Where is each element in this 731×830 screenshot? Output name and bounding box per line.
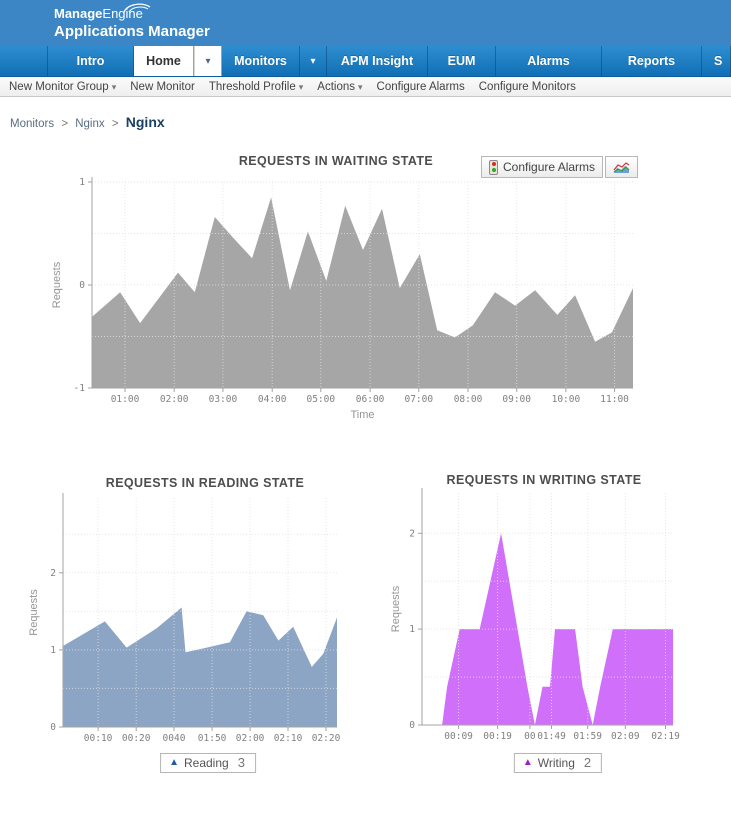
chevron-down-icon: ▾ xyxy=(298,81,304,92)
svg-text:1: 1 xyxy=(50,644,56,656)
toolbar-label: New Monitor xyxy=(130,80,195,93)
reading-legend[interactable] xyxy=(160,753,256,773)
toolbar-label: Configure Alarms xyxy=(376,80,465,93)
breadcrumb-link-monitors[interactable]: Monitors xyxy=(10,118,55,130)
svg-text:00:19: 00:19 xyxy=(483,731,512,742)
svg-text:02:00: 02:00 xyxy=(159,394,189,405)
tab-alarms[interactable]: Alarms xyxy=(496,46,602,76)
breadcrumb-separator: > xyxy=(111,118,119,130)
svg-text:02:00: 02:00 xyxy=(235,733,265,744)
svg-text:02:19: 02:19 xyxy=(651,731,680,742)
breadcrumb-separator: > xyxy=(61,118,69,130)
configure-alarms-label: Configure Alarms xyxy=(503,160,596,174)
brand-engine-text: Engine xyxy=(102,6,143,21)
svg-text:1: 1 xyxy=(79,177,85,188)
breadcrumb-current: Nginx xyxy=(125,114,165,130)
svg-text:Time: Time xyxy=(350,409,375,421)
tab-home[interactable]: Home xyxy=(134,46,194,76)
tab-reports[interactable]: Reports xyxy=(602,46,702,76)
toolbar-item-new-monitor[interactable] xyxy=(130,81,195,93)
writing-state-chart xyxy=(390,467,731,759)
action-toolbar xyxy=(0,77,731,97)
tab-apm-insight[interactable]: APM Insight xyxy=(327,46,428,76)
tab-eum[interactable]: EUM xyxy=(428,46,496,76)
toolbar-item-configure-alarms[interactable] xyxy=(377,81,465,93)
svg-text:00: 00 xyxy=(524,731,536,742)
chevron-down-icon: ▾ xyxy=(358,81,363,92)
svg-text:01:49: 01:49 xyxy=(537,731,566,742)
svg-text:02:20: 02:20 xyxy=(311,733,341,744)
brand-manage-text: Manage xyxy=(54,6,103,21)
area-series-icon: ▲ xyxy=(169,756,179,768)
svg-text:02:10: 02:10 xyxy=(273,733,303,744)
svg-text:03:00: 03:00 xyxy=(208,394,238,405)
brand-line1 xyxy=(54,6,143,21)
chevron-down-icon: ▾ xyxy=(205,55,211,67)
svg-text:08:00: 08:00 xyxy=(453,394,483,405)
toolbar-label: Configure Monitors xyxy=(478,80,576,93)
chevron-down-icon: ▾ xyxy=(111,81,117,92)
svg-text:02:09: 02:09 xyxy=(610,731,640,742)
legend-label: Writing xyxy=(537,755,575,770)
svg-text:0: 0 xyxy=(50,722,56,733)
svg-text:2: 2 xyxy=(50,567,56,579)
breadcrumb xyxy=(10,114,165,130)
nav-spacer xyxy=(0,46,48,76)
tab-monitors[interactable]: Monitors xyxy=(222,46,300,76)
toolbar-label: Threshold Profile xyxy=(208,80,296,93)
svg-text:00:10: 00:10 xyxy=(83,733,113,744)
svg-text:0: 0 xyxy=(409,720,415,731)
svg-text:00:09: 00:09 xyxy=(444,731,473,742)
breadcrumb-link-nginx[interactable]: Nginx xyxy=(75,118,105,130)
svg-text:01:50: 01:50 xyxy=(197,733,227,744)
svg-text:Requests: Requests xyxy=(51,261,63,309)
svg-text:09:00: 09:00 xyxy=(502,394,532,405)
tab-support[interactable]: S xyxy=(702,46,731,76)
main-nav xyxy=(0,46,731,77)
toolbar-label: New Monitor Group xyxy=(9,80,109,93)
legend-label: Reading xyxy=(183,755,229,770)
svg-text:11:00: 11:00 xyxy=(600,394,629,405)
svg-text:05:00: 05:00 xyxy=(306,394,336,405)
brand-swoosh-icon xyxy=(123,0,153,13)
svg-text:0: 0 xyxy=(79,280,85,291)
svg-text:06:00: 06:00 xyxy=(355,394,385,405)
svg-text:01:00: 01:00 xyxy=(110,394,140,405)
svg-text:00:20: 00:20 xyxy=(121,733,151,744)
reading-state-chart xyxy=(24,470,356,762)
legend-count: 3 xyxy=(237,755,245,770)
svg-text:10:00: 10:00 xyxy=(551,394,581,405)
brand-logo xyxy=(54,5,210,40)
svg-text:04:00: 04:00 xyxy=(257,394,287,405)
svg-text:1: 1 xyxy=(409,624,415,636)
svg-text:Requests: Requests xyxy=(28,589,40,636)
writing-legend[interactable] xyxy=(514,753,602,773)
svg-text:0040: 0040 xyxy=(162,733,186,744)
toolbar-item-configure-monitors[interactable] xyxy=(479,81,576,93)
svg-text:REQUESTS IN READING STATE: REQUESTS IN READING STATE xyxy=(105,476,305,490)
tab-monitors-dropdown[interactable] xyxy=(300,46,327,76)
legend-count: 2 xyxy=(583,755,592,770)
toolbar-item-new-monitor-group[interactable] xyxy=(9,81,116,93)
toolbar-item-threshold-profile[interactable] xyxy=(209,81,303,93)
tab-intro[interactable]: Intro xyxy=(48,46,134,76)
svg-text:2: 2 xyxy=(409,528,415,540)
svg-text:REQUESTS IN WRITING STATE: REQUESTS IN WRITING STATE xyxy=(446,473,642,487)
brand-product-text: Applications Manager xyxy=(54,23,210,40)
toolbar-label: Actions xyxy=(317,80,355,93)
svg-text:Requests: Requests xyxy=(390,585,402,633)
toolbar-item-actions[interactable] xyxy=(317,81,362,93)
svg-text:REQUESTS IN WAITING STATE: REQUESTS IN WAITING STATE xyxy=(238,154,434,168)
svg-text:07:00: 07:00 xyxy=(404,394,434,405)
app-header xyxy=(0,0,731,46)
chevron-down-icon: ▾ xyxy=(310,55,316,67)
tab-home-dropdown[interactable] xyxy=(194,46,222,76)
waiting-state-chart xyxy=(36,150,636,424)
svg-text:01:59: 01:59 xyxy=(573,731,603,742)
area-series-icon: ▲ xyxy=(522,756,533,768)
svg-text:-1: -1 xyxy=(73,383,85,394)
